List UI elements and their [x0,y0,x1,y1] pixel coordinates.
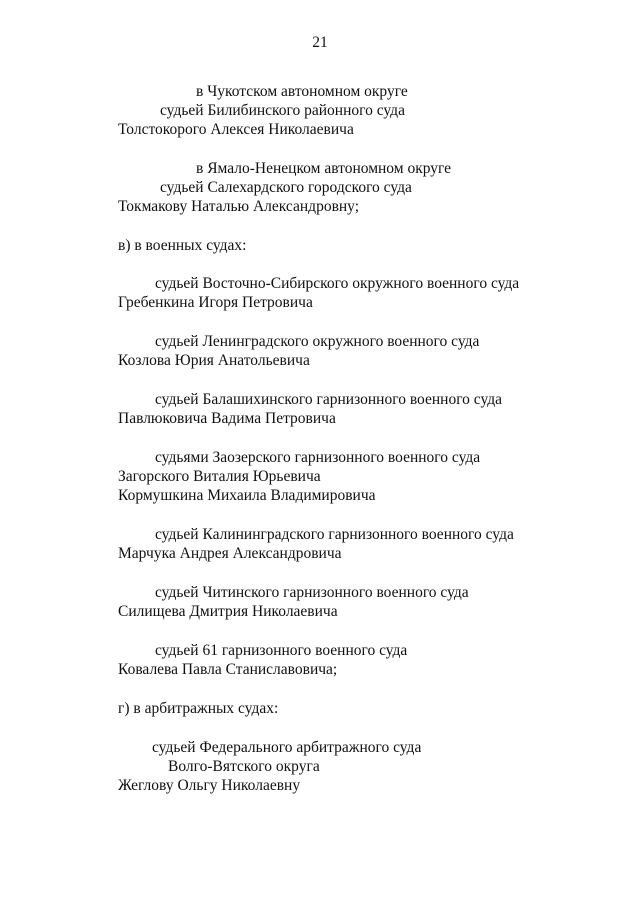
judge-name: Кормушкина Михаила Владимировича [118,487,376,504]
judge-name: Козлова Юрия Анатольевича [118,352,310,369]
court-line: судьей Восточно-Сибирского окружного военного суда [155,275,520,292]
court-line: Волго-Вятского округа [168,758,320,775]
region-line: в Ямало-Ненецком автономном округе [196,160,452,177]
judge-name: Гребенкина Игоря Петровича [118,294,313,311]
court-line: судьей Федерального арбитражного суда [152,739,422,756]
judge-name: Толстокорого Алексея Николаевича [118,121,354,138]
court-line: судьей Ленинградского окружного военного суда [155,333,480,350]
judge-name: Марчука Андрея Александровича [118,545,342,562]
region-line: в Чукотском автономном округе [196,83,408,100]
judge-name: Павлюковича Вадима Петровича [118,410,336,427]
section-heading: в) в военных судах: [118,237,247,254]
judge-name: Ковалева Павла Станиславовича; [118,661,338,678]
judge-name: Токмакову Наталью Александровну; [118,198,360,215]
judge-name: Силищева Дмитрия Николаевича [118,603,338,620]
judge-name: Загорского Виталия Юрьевича [118,468,321,485]
court-line: судьей Билибинского районного суда [160,102,405,119]
court-line: судьей Читинского гарнизонного военного суда [155,584,469,601]
page-number: 21 [312,34,328,51]
court-line: судьями Заозерского гарнизонного военного суда [155,449,481,466]
court-line: судьей Балашихинского гарнизонного военного суда [155,391,503,408]
section-heading: г) в арбитражных судах: [118,700,279,717]
court-line: судьей 61 гарнизонного военного суда [155,642,408,659]
court-line: судьей Калининградского гарнизонного военного суда [155,526,514,543]
court-line: судьей Салехардского городского суда [160,179,412,196]
judge-name: Жеглову Ольгу Николаевну [118,777,301,794]
